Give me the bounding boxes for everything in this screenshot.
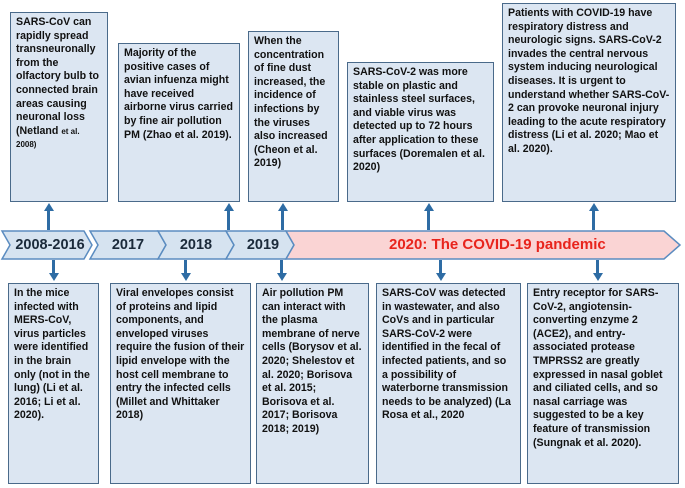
note-box-2018-top [118,43,240,202]
year-label-2019: 2019 [246,237,280,253]
note-box-2019-bottom [256,283,369,484]
note-text: SARS-CoV was detected in wastewater, and also CoVs and in particular SARS-CoV-2 were identified in the fecal of infected patients, and so a possibility of waterborne transmission needs to be analyzed) (La Rosa et al., 2020 [382,287,511,422]
note-text: In the mice infected with MERS-CoV, virus particles were identified in the brain only (not in the lung) (Li et al. 2016; Li et al. 2020). [14,287,90,422]
note-box-2020-bottom-1 [376,283,521,484]
year-label-2008-2016: 2008-2016 [15,237,85,253]
note-box-2008-2016-top [10,12,108,202]
note-text: Entry receptor for SARS-CoV-2, angiotensin-converting enzyme 2 (ACE2), and entry-associated protease TMPRSS2 are greatly expressed in nasal goblet and ciliated cells, and so nasal carriage was suggested to be a key feature of transmission (Sungnak et al. 2020). [533,287,663,449]
note-text: SARS-CoV-2 was more stable on plastic and stainless steel surfaces, and viable virus was detected up to 72 hours after application to these surfaces (Doremalen et al. 2020) [353,66,485,174]
covid-pandemic-label: 2020: The COVID-19 pandemic [389,236,606,253]
note-box-2019-top [248,31,339,202]
note-box-2020-top-1 [347,62,494,202]
note-text: Air pollution PM can interact with the plasma membrane of nerve cells (Borysov et al. 2020; Shelestov et al. 2020; Borisova et al. 2015; Borisova et al. 2017; Borisova 2018; 2019) [262,287,362,435]
note-text: Majority of the positive cases of avian infuenza might have received airborne virus carried by fine air pollution PM (Zhao et al. 2019). [124,47,233,141]
note-box-2018-bottom [110,283,251,484]
note-text: When the concentration of fine dust increased, the incidence of infections by the viruses also increased (Cheon et al. 2019) [254,35,328,170]
note-box-2020-bottom-2 [527,283,679,484]
year-label-2017: 2017 [111,237,145,253]
year-label-2018: 2018 [179,237,213,253]
note-box-2008-2016-bottom [8,283,99,484]
note-text-small: et al. 2008) [16,126,80,150]
note-text: Patients with COVID-19 have respiratory distress and neurologic signs. SARS-CoV-2 invades the central nervous system inducing neurological diseases. It is urgent to understand whether SARS-CoV-2 can provoke neuronal injury leading to the acute respiratory distress (Li et al. 2020; Mao et al. 2020). [508,7,670,155]
note-text: SARS-CoV can rapidly spread transneuronally from the olfactory bulb to connected brain areas causing neuronal loss (Netland [16,16,99,137]
note-box-2020-top-2 [502,3,676,202]
note-text: Viral envelopes consist of proteins and lipid components, and enveloped viruses require the fusion of their lipid envelope with the host cell membrane to entry the infected cells (Millet and Whittaker 2018) [116,287,245,422]
